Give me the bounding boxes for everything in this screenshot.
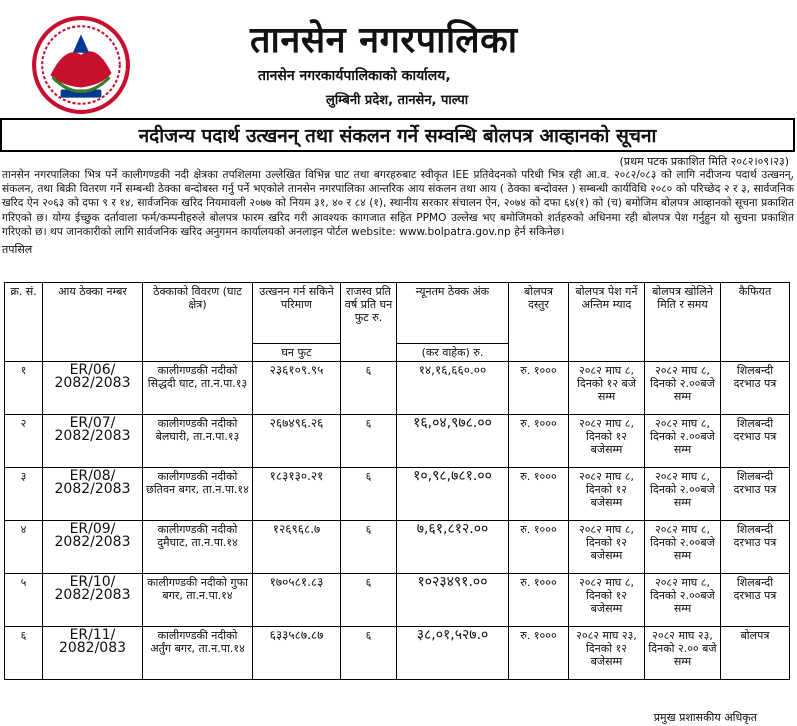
header-minimum-bid: न्यूनतम ठेक्क अंक — [397, 283, 509, 344]
table-row — [5, 415, 790, 468]
table-row — [5, 468, 790, 521]
header-quantity-unit: घन फुट — [253, 344, 341, 362]
publication-date: (प्रथम पटक प्रकाशित मिति २०८२।०९।२३) — [619, 155, 789, 168]
header-description: ठेक्काको विवरण (घाट क्षेत्र) — [143, 283, 253, 362]
cell-minimum-bid: १०२३४९१.०० — [397, 574, 509, 627]
header-sn: क्र. सं. — [5, 283, 43, 362]
cell-minimum-bid: १६,०४,९७८.०० — [397, 415, 509, 468]
table-row — [5, 521, 790, 574]
header-fee: बोलपत्र दस्तुर — [509, 283, 569, 362]
header-opening: बोलपत्र खोलिने मिति र समय — [645, 283, 721, 362]
cell-opening: २०८२ माघ ८, दिनको २.००बजे सम्म — [645, 415, 721, 468]
cell-royalty: ६ — [341, 627, 397, 680]
signature-title: प्रमुख प्रशासकीय अधिकृत — [653, 711, 757, 724]
cell-deadline: २०८२ माघ ८, दिनको १२ बजेसम्म — [569, 468, 645, 521]
notice-body: तानसेन नगरपालिका भित्र पर्ने कालीगण्डकी नदी क्षेत्रका तपशिलमा उल्लेखित विभिन्न घाट तथा बगरहरुबाट स्वीकृत IEE प्रतिवेदनको परिधी भित्र रही आ.व. २०८२/०८३ को लागि नदीजन्य पदार्थ उत्खनन्, संकलन, तथा बिक्री वितरण गर्ने सम्बन्धी ठेक्का बन्दोबस्त गर्नु पर्ने भएकोले तानसेन नगरपालिका आन्तरिक आय संकलन तथा आय ( ठेक्का बन्दोवस्त ) सम्बन्धी कार्यविधि २०८० को परिच्छेद २ र ३, सार्वजनिक खरिद ऐन २०६३ को दफा ९ र १४, सार्वजनिक खरिद नियमावली २०७७ को नियम ३१, ४० र ८४ (१), स्थानीय सरकार संचालन ऐन, २०७४ को दफा ६४(१) को (च) बमोजिम बोलपत्र आव्हानको सूचना प्रकाशित गरिएको छ। योग्य ईच्छुक दर्तावाला फर्म/कम्पनीहरुले बोलपत्र फारम खरिद गरी आवश्यक कागजात सहित PPMO उल्लेख भए बमोजिमको शर्तहरुको अधिनमा रही बोलपत्र पेश गर्नुहुन यो सुचना प्रकाशित गरिएको छ। थप जानकारीको लागि सार्वजनिक खरिद अनुगमन कार्यालयको अनलाइन पोर्टल website: www.bolpatra.gov.np हेर्न सकिनेछ। — [2, 169, 794, 238]
cell-opening: २०८२ माघ ८, दिनको २.००बजे सम्म — [645, 574, 721, 627]
office-address: लुम्बिनी प्रदेश, तानसेन, पाल्पा — [326, 93, 469, 108]
cell-code: ER/08/ 2082/2083 — [43, 468, 143, 521]
cell-quantity: १२६९६८.७ — [253, 521, 341, 574]
cell-deadline: २०८२ माघ ८, दिनको १२ बजेसम्म — [569, 574, 645, 627]
cell-fee: रु. १००० — [509, 362, 569, 415]
cell-fee: रु. १००० — [509, 468, 569, 521]
cell-minimum-bid: १४,१६,६६०.०० — [397, 362, 509, 415]
cell-fee: रु. १००० — [509, 574, 569, 627]
table-row — [5, 627, 790, 680]
header-deadline: बोलपत्र पेश गर्ने अन्तिम म्याद — [569, 283, 645, 362]
cell-minimum-bid: ७,६१,८१२.०० — [397, 521, 509, 574]
header-quantity: उत्खनन गर्न सकिने परिमाण — [253, 283, 341, 344]
header-remarks: कैफियत — [721, 283, 790, 362]
cell-royalty: ६ — [341, 468, 397, 521]
table-row — [5, 362, 790, 415]
cell-code: ER/06/ 2082/2083 — [43, 362, 143, 415]
cell-description: कालीगण्डकी नदीको गुफा बगर, ता.न.पा.१४ — [143, 574, 253, 627]
cell-remarks: शिलबन्दी दरभाउ पत्र — [721, 415, 790, 468]
cell-description: कालीगण्डकी नदीको बेलघारी, ता.न.पा.१३ — [143, 415, 253, 468]
cell-sn: २ — [5, 415, 43, 468]
cell-royalty: ६ — [341, 362, 397, 415]
cell-deadline: २०८२ माघ ८, दिनको १२ बजे सम्म — [569, 362, 645, 415]
cell-fee: रु. १००० — [509, 415, 569, 468]
cell-deadline: २०८२ माघ ८, दिनको १२ बजेसम्म — [569, 415, 645, 468]
cell-royalty: ६ — [341, 574, 397, 627]
cell-quantity: १८३१३०.२१ — [253, 468, 341, 521]
cell-description: कालीगण्डकी नदीको सिद्धदी घाट, ता.न.पा.१३ — [143, 362, 253, 415]
cell-remarks: शिलबन्दी दरभाउ पत्र — [721, 362, 790, 415]
cell-fee: रु. १००० — [509, 521, 569, 574]
cell-code: ER/07/ 2082/2083 — [43, 415, 143, 468]
cell-description: कालीगण्डकी नदीको दुमैघाट, ता.न.पा.१४ — [143, 521, 253, 574]
cell-quantity: २६७४९६.२६ — [253, 415, 341, 468]
org-name: तानसेन नगरपालिका — [250, 20, 518, 61]
cell-opening: २०८२ माघ ८, दिनको २.००बजे सम्म — [645, 468, 721, 521]
cell-sn: ३ — [5, 468, 43, 521]
cell-sn: ६ — [5, 627, 43, 680]
cell-description: कालीगण्डकी नदीको अर्तुंग बगर, ता.न.पा.१४ — [143, 627, 253, 680]
table-header-row — [5, 283, 790, 344]
cell-opening: २०८२ माघ ८, दिनको २.००बजे सम्म — [645, 362, 721, 415]
cell-remarks: शिलबन्दी दरभाउ पत्र — [721, 521, 790, 574]
cell-opening: २०८२ माघ ८, दिनको २.००बजे सम्म — [645, 521, 721, 574]
cell-fee: रु. १००० — [509, 627, 569, 680]
nepal-emblem-icon — [30, 14, 132, 116]
header — [0, 0, 797, 118]
notice-title: नदीजन्य पदार्थ उत्खनन् तथा संकलन गर्ने सम्वन्धि बोलपत्र आव्हानको सूचना — [0, 118, 795, 152]
cell-deadline: २०८२ माघ ८, दिनको १२ बजेसम्म — [569, 521, 645, 574]
cell-quantity: ६३३५८७.८७ — [253, 627, 341, 680]
cell-royalty: ६ — [341, 521, 397, 574]
header-code: आय ठेक्का नम्बर — [43, 283, 143, 362]
cell-deadline: २०८२ माघ २३, दिनको १२ बजेसम्म — [569, 627, 645, 680]
cell-code: ER/11/ 2082/083 — [43, 627, 143, 680]
cell-sn: ४ — [5, 521, 43, 574]
tender-table — [4, 282, 790, 680]
cell-minimum-bid: ३८,०१,५२७.० — [397, 627, 509, 680]
cell-remarks: शिलबन्दी दरभाउ पत्र — [721, 468, 790, 521]
cell-code: ER/10/ 2082/2083 — [43, 574, 143, 627]
cell-quantity: २३६१०९.९५ — [253, 362, 341, 415]
cell-sn: १ — [5, 362, 43, 415]
schedule-label: तपसिल — [2, 243, 33, 256]
header-minimum-bid-unit: (कर वाहेक) रु. — [397, 344, 509, 362]
cell-sn: ५ — [5, 574, 43, 627]
cell-royalty: ६ — [341, 415, 397, 468]
cell-quantity: १७०५८१.८३ — [253, 574, 341, 627]
cell-code: ER/09/ 2082/2083 — [43, 521, 143, 574]
cell-description: कालीगण्डकी नदीको छतिवन बगर, ता.न.पा.१४ — [143, 468, 253, 521]
cell-remarks: बोलपत्र — [721, 627, 790, 680]
cell-minimum-bid: १०,९८,७८१.०० — [397, 468, 509, 521]
cell-remarks: शिलबन्दी दरभाउ पत्र — [721, 574, 790, 627]
table-row — [5, 574, 790, 627]
header-royalty: राजस्व प्रति वर्ष प्रति घन फुट रु. — [341, 283, 397, 362]
cell-opening: २०८२ माघ २३, दिनको २.०० बजे सम्म — [645, 627, 721, 680]
office-name: तानसेन नगरकार्यपालिकाको कार्यालय, — [258, 68, 451, 84]
